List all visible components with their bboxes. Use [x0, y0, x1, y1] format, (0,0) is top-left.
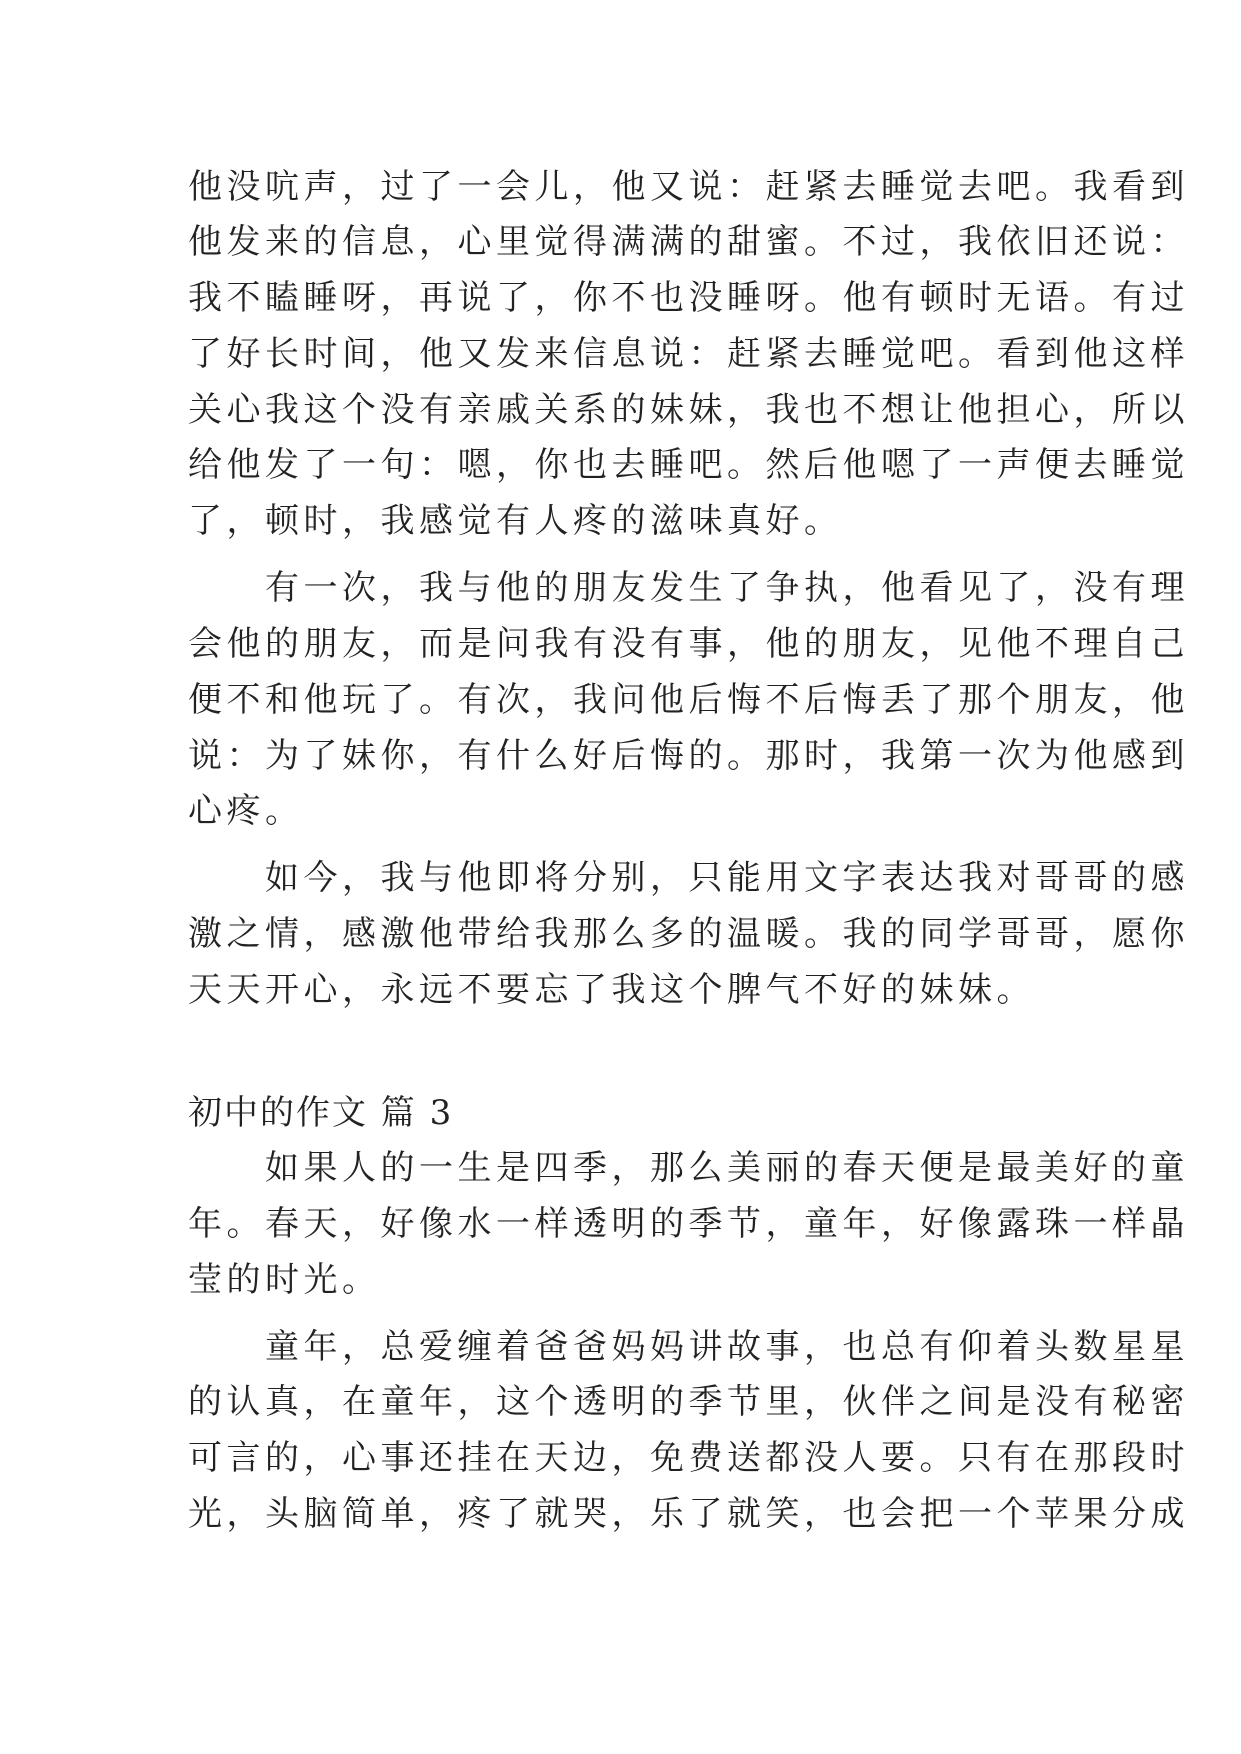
text-line: 了，顿时，我感觉有人疼的滋味真好。 [188, 501, 843, 541]
text-line: 童年，总爱缠着爸爸妈妈讲故事，也总有仰着头数星星 [188, 1327, 1189, 1367]
text-line: 如果人的一生是四季，那么美丽的春天便是最美好的童 [188, 1148, 1189, 1188]
text-line: 莹的时光。 [188, 1260, 381, 1300]
text-line: 有一次，我与他的朋友发生了争执，他看见了，没有理 [188, 568, 1189, 608]
text-line: 可言的，心事还挂在天边，免费送都没人要。只有在那段时 [188, 1438, 1189, 1478]
text-line: 年。春天，好像水一样透明的季节，童年，好像露珠一样晶 [188, 1204, 1189, 1244]
text-line: 的认真，在童年，这个透明的季节里，伙伴之间是没有秘密 [188, 1382, 1189, 1422]
text-line: 他发来的信息，心里觉得满满的甜蜜。不过，我依旧还说： [188, 222, 1189, 262]
text-line: 心疼。 [188, 791, 304, 831]
text-line: 如今，我与他即将分别，只能用文字表达我对哥哥的感 [188, 858, 1189, 898]
section-heading: 初中的作文 篇 3 [188, 1093, 454, 1133]
text-line: 他没吭声，过了一会儿，他又说：赶紧去睡觉去吧。我看到 [188, 167, 1189, 207]
text-line: 给他发了一句：嗯，你也去睡吧。然后他嗯了一声便去睡觉 [188, 445, 1189, 485]
text-line: 便不和他玩了。有次，我问他后悔不后悔丢了那个朋友，他 [188, 680, 1189, 720]
text-line: 天天开心，永远不要忘了我这个脾气不好的妹妹。 [188, 970, 1035, 1010]
text-line: 关心我这个没有亲戚关系的妹妹，我也不想让他担心，所以 [188, 390, 1189, 430]
text-line: 我不瞌睡呀，再说了，你不也没睡呀。他有顿时无语。有过 [188, 278, 1189, 318]
text-line: 会他的朋友，而是问我有没有事，他的朋友，见他不理自己 [188, 624, 1189, 664]
text-line: 了好长时间，他又发来信息说：赶紧去睡觉吧。看到他这样 [188, 334, 1189, 374]
text-line: 光，头脑简单，疼了就哭，乐了就笑，也会把一个苹果分成 [188, 1494, 1189, 1534]
text-line: 说：为了妹你，有什么好后悔的。那时，我第一次为他感到 [188, 736, 1189, 776]
text-line: 激之情，感激他带给我那么多的温暖。我的同学哥哥，愿你 [188, 914, 1189, 954]
